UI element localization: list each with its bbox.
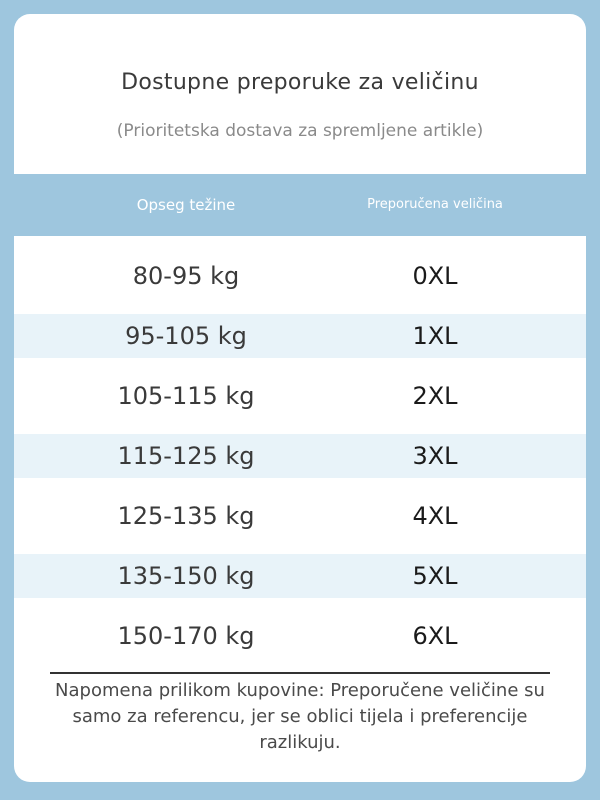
table-row bbox=[14, 554, 586, 598]
column-header-weight: Opseg težine bbox=[136, 196, 236, 214]
size-cell: 1XL bbox=[412, 322, 458, 350]
note-divider bbox=[50, 672, 550, 674]
table-row bbox=[14, 614, 586, 658]
weight-cell: 95-105 kg bbox=[125, 322, 247, 350]
size-guide-card bbox=[14, 14, 586, 782]
table-row bbox=[14, 434, 586, 478]
page-subtitle: (Prioritetska dostava za spremljene artikle) bbox=[116, 121, 484, 141]
table-header bbox=[14, 174, 586, 236]
size-cell: 6XL bbox=[412, 622, 458, 650]
table-row bbox=[14, 254, 586, 298]
size-cell: 4XL bbox=[412, 502, 458, 530]
purchase-note: Napomena prilikom kupovine: Preporučene veličine su samo za referencu, jer se oblici tijela i preferencije razlikuju. bbox=[55, 680, 545, 753]
weight-cell: 80-95 kg bbox=[132, 262, 240, 290]
weight-cell: 105-115 kg bbox=[117, 382, 255, 410]
weight-cell: 150-170 kg bbox=[117, 622, 255, 650]
size-cell: 3XL bbox=[412, 442, 458, 470]
table-row bbox=[14, 374, 586, 418]
weight-cell: 125-135 kg bbox=[117, 502, 255, 530]
size-cell: 2XL bbox=[412, 382, 458, 410]
size-cell: 0XL bbox=[412, 262, 458, 290]
table-row bbox=[14, 494, 586, 538]
page-title: Dostupne preporuke za veličinu bbox=[121, 70, 479, 95]
column-header-size: Preporučena veličina bbox=[367, 197, 503, 212]
weight-cell: 115-125 kg bbox=[117, 442, 255, 470]
table-row bbox=[14, 314, 586, 358]
size-cell: 5XL bbox=[412, 562, 458, 590]
weight-cell: 135-150 kg bbox=[117, 562, 255, 590]
